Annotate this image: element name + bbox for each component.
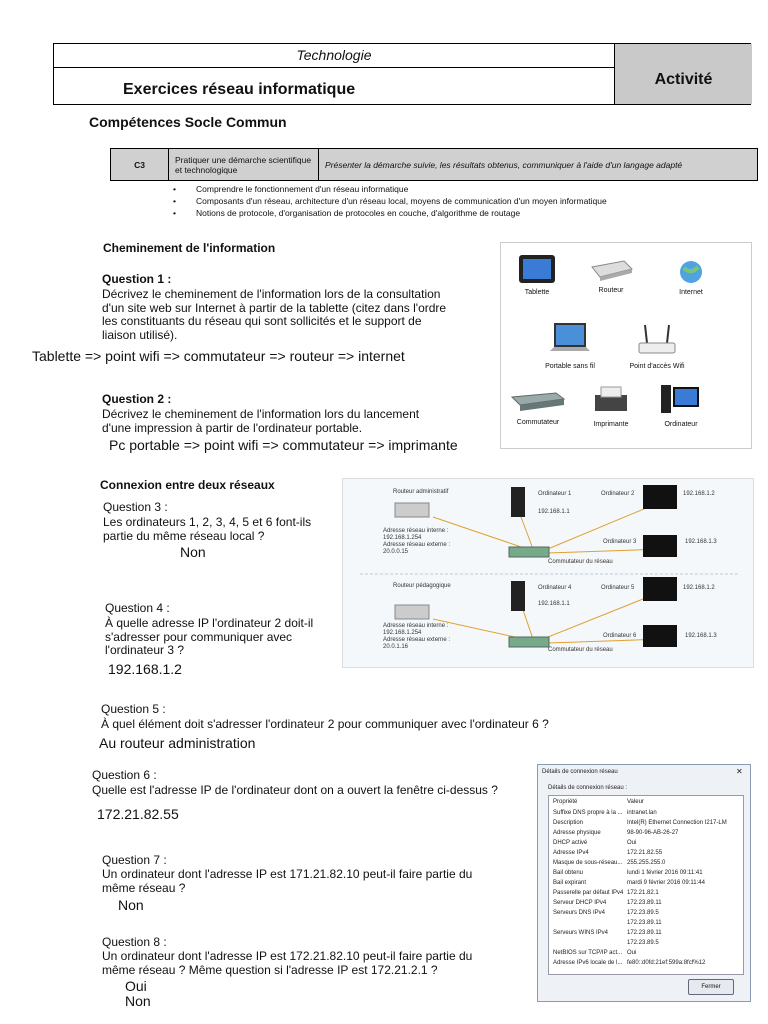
competence-domain: Pratiquer une démarche scientifique et technologique bbox=[169, 149, 319, 180]
text-line: Les ordinateurs 1, 2, 3, 4, 5 et 6 font-ils bbox=[103, 515, 312, 529]
device-tablet bbox=[509, 253, 565, 296]
value-cell: lundi 1 février 2016 09:11:41 bbox=[627, 870, 703, 876]
pc-label: Ordinateur 2 bbox=[601, 491, 635, 497]
diagram-label: 192.168.1.254 bbox=[383, 630, 422, 636]
details-list[interactable] bbox=[548, 795, 744, 975]
answer: Oui bbox=[125, 978, 147, 994]
value-cell: intranet.lan bbox=[627, 810, 657, 816]
laptop-icon bbox=[548, 321, 592, 359]
diagram-label: 192.168.1.254 bbox=[383, 535, 422, 541]
router-admin-shape bbox=[395, 503, 429, 517]
activity-cell: Activité bbox=[614, 44, 752, 104]
table-row bbox=[549, 820, 743, 830]
question-text: Quelle est l'adresse IP de l'ordinateur dont on a ouvert la fenêtre ci-dessus ? bbox=[92, 783, 498, 797]
device-label: Portable sans fil bbox=[545, 363, 595, 370]
ip-label: 192.168.1.3 bbox=[685, 633, 717, 639]
competences-title: Compétences Socle Commun bbox=[89, 114, 287, 130]
property-cell: Description bbox=[553, 820, 584, 826]
pc-label: Ordinateur 5 bbox=[601, 585, 635, 591]
pc-label: Ordinateur 3 bbox=[603, 539, 637, 545]
section-title: Cheminement de l'information bbox=[103, 241, 276, 255]
close-button[interactable]: Fermer bbox=[688, 979, 734, 995]
question-title: Question 6 : bbox=[92, 768, 157, 782]
text-line: Décrivez le cheminement de l'information lors du lancement bbox=[102, 407, 420, 421]
router-icon bbox=[588, 257, 634, 283]
printer-icon bbox=[589, 385, 633, 417]
value-cell: 172.21.82.1 bbox=[627, 890, 659, 896]
ip-label: 192.168.1.2 bbox=[683, 491, 715, 497]
answer: Pc portable => point wifi => commutateur => imprimante bbox=[109, 437, 458, 453]
question-title: Question 3 : bbox=[103, 500, 168, 514]
table-row bbox=[549, 850, 743, 860]
text-line: d'une impression à partir de l'ordinateur portable. bbox=[102, 420, 363, 435]
table-row bbox=[549, 870, 743, 880]
value-cell: Intel(R) Ethernet Connection I217-LM bbox=[627, 820, 727, 826]
pc-label: Ordinateur 6 bbox=[603, 633, 637, 639]
answer: 192.168.1.2 bbox=[108, 661, 182, 677]
question-title: Question 8 : bbox=[102, 935, 167, 949]
wifi-access-point-icon bbox=[635, 321, 679, 359]
value-cell: Oui bbox=[627, 950, 637, 956]
text-line: les constituants du réseau qui sont sollicités et le support de bbox=[102, 314, 422, 328]
text-line: d'un site web sur Internet à partir de la tablette (citez dans l'ordre bbox=[102, 300, 447, 315]
value-cell: 172.23.89.5 bbox=[627, 910, 659, 916]
column-header: Propriété bbox=[553, 799, 578, 805]
text-line: s'adresser pour communiquer avec bbox=[105, 629, 293, 644]
router-peda-label: Routeur pédagogique bbox=[393, 583, 451, 589]
device-wifi-ap bbox=[617, 321, 697, 370]
switch1-shape bbox=[509, 547, 549, 557]
competence-code: C3 bbox=[111, 149, 169, 180]
property-cell: Bail expirant bbox=[553, 880, 587, 886]
table-row bbox=[549, 890, 743, 900]
bullet-list bbox=[173, 183, 607, 219]
device-label: Imprimante bbox=[593, 421, 629, 428]
ip-label: 192.168.1.3 bbox=[685, 539, 717, 545]
property-cell: NetBIOS sur TCP/IP act... bbox=[553, 950, 623, 956]
text-line: À quelle adresse IP l'ordinateur 2 doit-il bbox=[105, 616, 314, 630]
ip-label: 192.168.1.1 bbox=[538, 509, 570, 515]
value-cell: fe80::d0fd:21ef:599a:8fcf%12 bbox=[627, 960, 706, 966]
table-row bbox=[549, 920, 743, 930]
pc5-shape bbox=[643, 577, 677, 601]
pc3-shape bbox=[643, 535, 677, 557]
property-cell: Adresse physique bbox=[553, 830, 601, 836]
network-diagram bbox=[342, 478, 754, 668]
text-line: même réseau ? bbox=[102, 880, 186, 895]
text-line: Un ordinateur dont l'adresse IP est 171.21.82.10 peut-il faire partie du bbox=[102, 867, 473, 881]
document-title: Exercices réseau informatique bbox=[123, 81, 356, 98]
question-text bbox=[102, 950, 522, 977]
switch-label: Commutateur du réseau bbox=[548, 559, 613, 565]
diagram-label: Adresse réseau interne : bbox=[383, 623, 449, 629]
value-cell: 172.23.89.11 bbox=[627, 930, 662, 936]
text-line: Décrivez le cheminement de l'information lors de la consultation bbox=[102, 287, 441, 301]
diagram-label: Adresse réseau interne : bbox=[383, 528, 449, 534]
device-router bbox=[581, 257, 641, 294]
pc6-shape bbox=[643, 625, 677, 647]
router-admin-label: Routeur administratif bbox=[393, 489, 449, 495]
property-cell: Serveurs WINS IPv4 bbox=[553, 930, 609, 936]
property-cell: Serveurs DNS IPv4 bbox=[553, 910, 606, 916]
property-cell: Adresse IPv6 locale de l... bbox=[553, 960, 623, 966]
details-rows bbox=[549, 810, 743, 970]
value-cell: 172.23.89.11 bbox=[627, 900, 662, 906]
table-row bbox=[549, 880, 743, 890]
answer: Au routeur administration bbox=[99, 735, 256, 751]
text-line: Un ordinateur dont l'adresse IP est 172.21.82.10 peut-il faire partie du bbox=[102, 949, 473, 963]
device-internet bbox=[661, 255, 721, 296]
table-row bbox=[549, 960, 743, 970]
value-cell: mardi 9 février 2016 09:11:44 bbox=[627, 880, 705, 886]
question-title: Question 2 : bbox=[102, 392, 172, 406]
section-title: Connexion entre deux réseaux bbox=[100, 478, 275, 492]
device-laptop bbox=[535, 321, 605, 370]
text-line: partie du même réseau local ? bbox=[103, 528, 265, 543]
table-row bbox=[549, 860, 743, 870]
value-cell: 98-90-96-AB-26-27 bbox=[627, 830, 679, 836]
bullet-item: • Notions de protocole, d'organisation de protocoles en couche, d'algorithme de routage bbox=[173, 207, 607, 219]
diagram-label: Adresse réseau externe : bbox=[383, 542, 451, 548]
question-text bbox=[102, 408, 492, 435]
close-icon[interactable]: ✕ bbox=[736, 767, 743, 776]
answer: Tablette => point wifi => commutateur => routeur => internet bbox=[32, 348, 405, 364]
device-computer bbox=[651, 381, 711, 428]
question-title: Question 1 : bbox=[102, 272, 172, 286]
tablet-icon bbox=[517, 253, 557, 285]
computer-icon bbox=[659, 381, 703, 417]
property-cell: Suffixe DNS propre à la ... bbox=[553, 810, 623, 816]
answer: Non bbox=[125, 993, 151, 1009]
header-table bbox=[53, 43, 751, 105]
table-row bbox=[549, 950, 743, 960]
table-row bbox=[549, 840, 743, 850]
question-title: Question 4 : bbox=[105, 601, 170, 615]
table-row bbox=[549, 910, 743, 920]
connection-details-window bbox=[537, 764, 751, 1002]
question-text: À quel élément doit s'adresser l'ordinateur 2 pour communiquer avec l'ordinateur 6 ? bbox=[101, 717, 549, 731]
property-cell: DHCP activé bbox=[553, 840, 588, 846]
value-cell: 172.23.89.11 bbox=[627, 920, 662, 926]
property-cell: Bail obtenu bbox=[553, 870, 584, 876]
device-label: Routeur bbox=[598, 287, 624, 294]
globe-icon bbox=[676, 255, 706, 285]
competence-table bbox=[110, 148, 758, 181]
switch2-shape bbox=[509, 637, 549, 647]
question-title: Question 7 : bbox=[102, 853, 167, 867]
competence-description: Présenter la démarche suivie, les résultats obtenus, communiquer à l'aide d'un langage adapté bbox=[325, 159, 683, 170]
diagram-label: 20.0.1.16 bbox=[383, 644, 409, 650]
question-text bbox=[105, 617, 345, 658]
device-label: Internet bbox=[679, 289, 703, 296]
table-row bbox=[549, 930, 743, 940]
switch-label: Commutateur du réseau bbox=[548, 647, 613, 653]
value-cell: 172.23.89.5 bbox=[627, 940, 659, 946]
table-row bbox=[549, 830, 743, 840]
property-cell: Passerelle par défaut IPv4 bbox=[553, 890, 624, 896]
value-cell: 172.21.82.55 bbox=[627, 850, 663, 856]
table-row bbox=[549, 940, 743, 950]
ip-label: 192.168.1.2 bbox=[683, 585, 715, 591]
value-cell: Oui bbox=[627, 840, 637, 846]
bullet-item: • Comprendre le fonctionnement d'un réseau informatique bbox=[173, 183, 607, 195]
column-header: Valeur bbox=[627, 799, 644, 805]
table-row bbox=[549, 900, 743, 910]
device-switch bbox=[505, 389, 571, 426]
pc-label: Ordinateur 1 bbox=[538, 491, 572, 497]
question-text bbox=[103, 516, 343, 543]
value-cell: 255.255.255.0 bbox=[627, 860, 666, 866]
device-label: Ordinateur bbox=[664, 421, 698, 428]
device-label: Commutateur bbox=[516, 419, 560, 426]
property-cell: Adresse IPv4 bbox=[553, 850, 589, 856]
question-title: Question 5 : bbox=[101, 702, 166, 716]
property-cell: Serveur DHCP IPv4 bbox=[553, 900, 607, 906]
ip-label: 192.168.1.1 bbox=[538, 601, 570, 607]
bullet-item: • Composants d'un réseau, architecture d'un réseau local, moyens de communication d'un moyen informatique bbox=[173, 195, 607, 207]
subject: Technologie bbox=[54, 44, 614, 68]
diagram-label: Adresse réseau externe : bbox=[383, 637, 451, 643]
answer: Non bbox=[118, 897, 144, 913]
text-line: liaison utilisé). bbox=[102, 327, 178, 342]
question-text bbox=[102, 288, 492, 342]
pc2-shape bbox=[643, 485, 677, 509]
devices-figure bbox=[500, 242, 752, 449]
pc1-shape bbox=[511, 487, 525, 517]
text-line: même réseau ? Même question si l'adresse IP est 172.21.2.1 ? bbox=[102, 962, 438, 977]
device-printer bbox=[581, 385, 641, 428]
answer: 172.21.82.55 bbox=[97, 806, 179, 822]
switch-icon bbox=[510, 389, 566, 415]
answer: Non bbox=[180, 544, 206, 560]
text-line: l'ordinateur 3 ? bbox=[105, 643, 185, 657]
window-subtitle: Détails de connexion réseau : bbox=[548, 785, 628, 791]
diagram-label: 20.0.0.15 bbox=[383, 549, 409, 555]
property-cell: Masque de sous-réseau... bbox=[553, 860, 623, 866]
question-text bbox=[102, 868, 522, 895]
table-row bbox=[549, 810, 743, 820]
device-label: Point d'accès Wifi bbox=[629, 363, 685, 370]
window-title: Détails de connexion réseau bbox=[542, 769, 618, 775]
pc4-shape bbox=[511, 581, 525, 611]
pc-label: Ordinateur 4 bbox=[538, 585, 572, 591]
device-label: Tablette bbox=[524, 289, 550, 296]
router-peda-shape bbox=[395, 605, 429, 619]
